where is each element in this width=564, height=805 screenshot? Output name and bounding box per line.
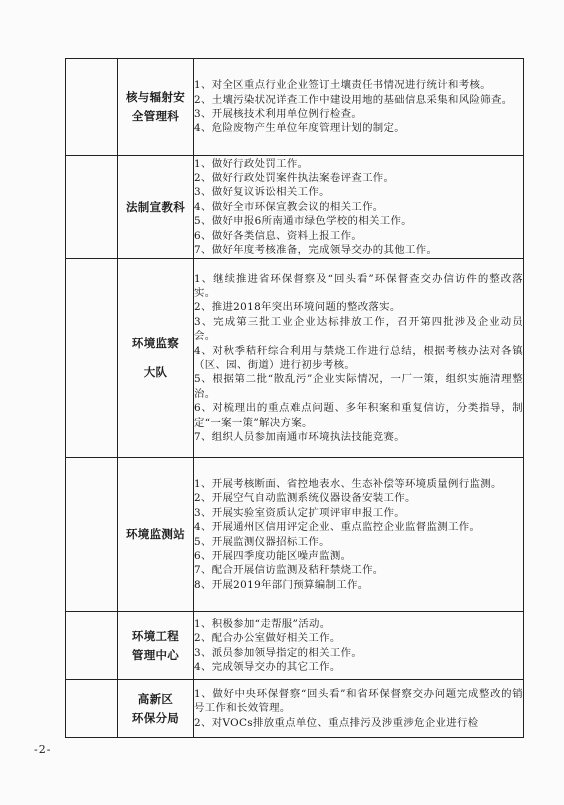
- task-list-cell: [194, 156, 524, 259]
- blank-cell: [66, 156, 118, 259]
- task-item: 2、开展空气自动监测系统仪器设备安装工作。: [194, 492, 416, 505]
- task-item: 2、做好行政处罚案件执法案卷评查工作。: [194, 171, 395, 184]
- task-item: 3、开展实验室资质认定扩项评审申报工作。: [194, 506, 406, 519]
- task-item: 7、配合开展信访监测及秸秆禁烧工作。: [194, 564, 384, 577]
- table-row: [66, 680, 524, 738]
- unit-name-line: 环境监察: [131, 336, 180, 350]
- task-item: 1、对全区重点行业企业签订土壤责任书情况进行统计和考核。: [194, 79, 491, 92]
- unit-name-cell: [118, 458, 194, 612]
- task-item: 5、根据第二批“散乱污”企业实际情况，一厂一策，组织实施清理整治。: [194, 373, 523, 400]
- unit-name-line: 核与辐射安: [126, 90, 185, 104]
- task-item: 3、完成第三批工业企业达标排放工作，召开第四批涉及企业动员会。: [194, 315, 523, 343]
- blank-cell: [66, 59, 118, 156]
- task-item: 3、做好复议诉讼相关工作。: [194, 186, 330, 199]
- task-item: 1、积极参加“走帮服”活动。: [194, 617, 331, 630]
- unit-name-cell: [118, 680, 194, 738]
- table-row: [66, 259, 524, 458]
- task-item: 4、开展通州区信用评定企业、重点监控企业监督监测工作。: [194, 521, 481, 534]
- task-list-cell: [194, 612, 524, 680]
- task-item: 6、做好各类信息、资料上报工作。: [194, 229, 363, 242]
- table-row: [66, 612, 524, 680]
- page-number: -2-: [34, 743, 52, 756]
- unit-name-line: 高新区: [137, 691, 174, 706]
- work-plan-table: [65, 58, 524, 738]
- task-item: 2、对VOCs排放重点单位、重点排污及涉重涉危企业进行检: [194, 716, 479, 729]
- task-list-cell: [194, 259, 524, 458]
- task-item: 3、开展核技术利用单位例行检查。: [194, 108, 363, 120]
- task-item: 4、危险废物产生单位年度管理计划的制定。: [194, 122, 406, 135]
- unit-name-cell: [118, 59, 194, 156]
- task-list-cell: [194, 59, 524, 156]
- task-item: 4、做好全市环保宣教会议的相关工作。: [194, 200, 384, 213]
- task-item: 1、开展考核断面、省控地表水、生态补偿等环境质量例行监测。: [194, 477, 502, 490]
- task-item: 6、开展四季度功能区噪声监测。: [194, 549, 352, 562]
- task-item: 2、推进2018年突出环境问题的整改落实。: [194, 301, 401, 314]
- blank-cell: [66, 612, 118, 680]
- table-row: [66, 59, 524, 156]
- unit-name-cell: [118, 612, 194, 680]
- blank-cell: [66, 458, 118, 612]
- task-item: 7、做好年度考核准备，完成领导交办的其他工作。: [194, 244, 438, 257]
- unit-name-cell: [118, 156, 194, 259]
- blank-cell: [66, 259, 118, 458]
- task-item: 7、组织人员参加南通市环境执法技能竞赛。: [194, 431, 406, 444]
- unit-name-line: 管理中心: [131, 647, 180, 662]
- task-item: 2、土壤污染状况详查工作中建设用地的基础信息采集和风险筛查。: [194, 93, 513, 106]
- table-row: [66, 458, 524, 612]
- task-item: 6、对梳理出的重点难点问题、多年积案和重复信访，分类指导，制定“一案一策”解决方案。: [194, 402, 523, 429]
- unit-name-line: 环保分局: [131, 710, 180, 725]
- blank-cell: [66, 680, 118, 738]
- task-item: 1、继续推进省环保督察及“回头看”环保督查交办信访件的整改落实。: [194, 272, 523, 299]
- unit-name-line: 大队: [143, 365, 168, 379]
- task-list-cell: [194, 458, 524, 612]
- task-item: 1、做好行政处罚工作。: [194, 157, 309, 170]
- unit-name-line: 环境工程: [131, 628, 180, 643]
- task-item: 1、做好中央环保督察“回头看”和省环保督察交办问题完成整改的销号工作和长效管理。: [194, 687, 523, 715]
- task-item: 5、开展监测仪器招标工作。: [194, 535, 330, 548]
- task-item: 8、开展2019年部门预算编制工作。: [194, 578, 369, 591]
- unit-name-cell: [118, 259, 194, 458]
- task-item: 3、派员参加领导指定的相关工作。: [194, 646, 363, 659]
- unit-name-line: 法制宣教科: [126, 199, 185, 214]
- unit-name-line: 全管理科: [131, 109, 180, 123]
- unit-name-line: 环境监测站: [126, 527, 185, 541]
- task-item: 5、做好申报6所南通市绿色学校的相关工作。: [194, 215, 412, 228]
- task-item: 2、配合办公室做好相关工作。: [194, 632, 341, 645]
- task-item: 4、完成领导交办的其它工作。: [194, 660, 341, 673]
- task-list-cell: [194, 680, 524, 738]
- task-item: 4、对秋季秸秆综合利用与禁烧工作进行总结，根据考核办法对各镇（区、园、街道）进行初步考核。: [194, 344, 523, 371]
- table-row: [66, 156, 524, 259]
